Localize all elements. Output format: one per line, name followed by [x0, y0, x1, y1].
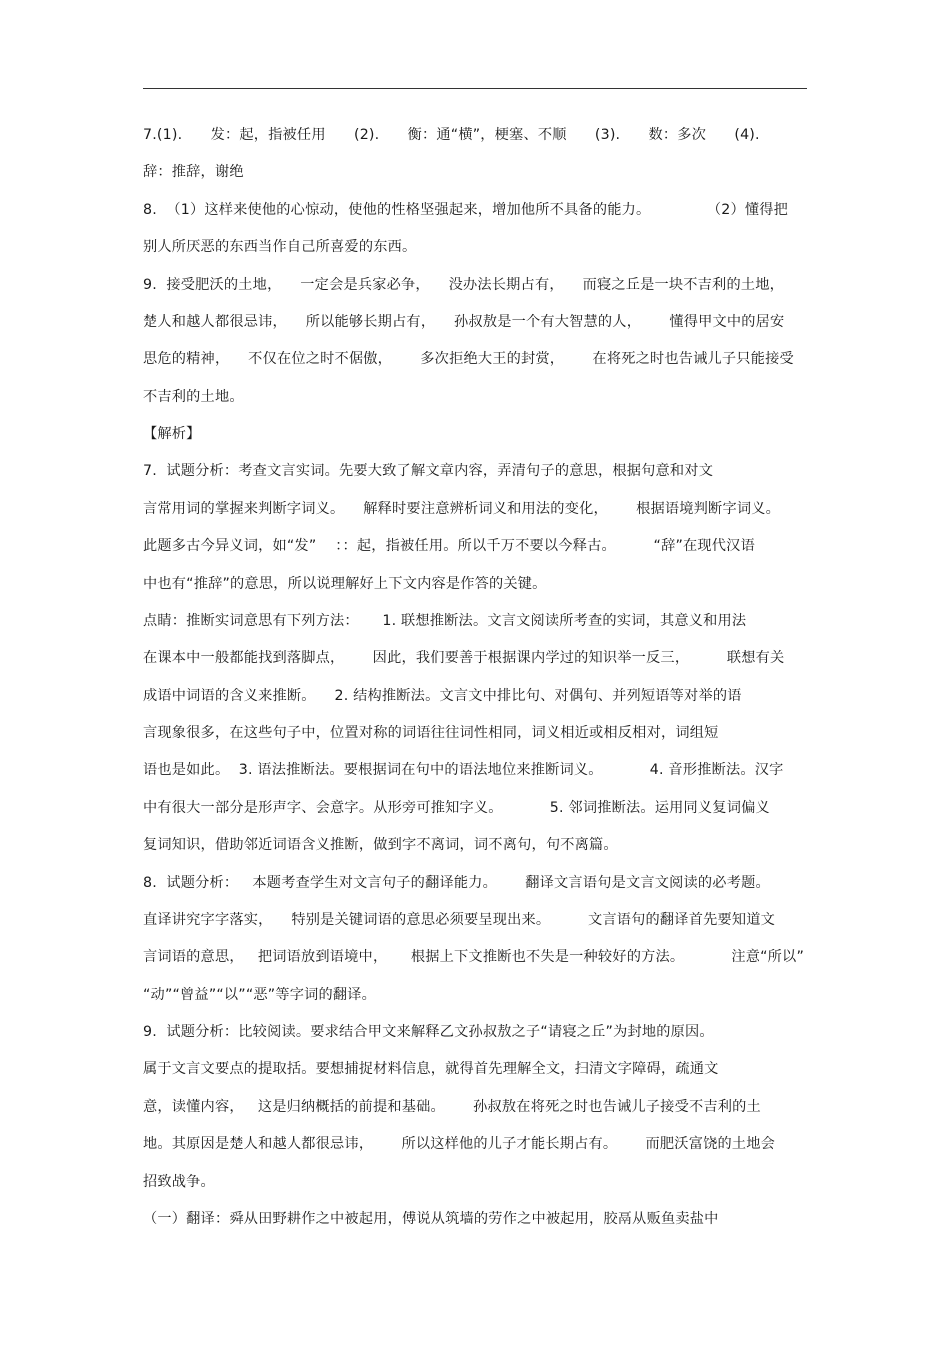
text-line: 地。其原因是楚人和越人都很忌讳， 所以这样他的儿子才能长期占有。 而肥沃富饶的土地会: [143, 1136, 776, 1152]
text-line: 中有很大一部分是形声字、会意字。从形旁可推知字义。 5. 邻词推断法。运用同义复词偏义: [143, 800, 770, 816]
text-line: 此题多古今异义词，如“发” ：：起，指被任用。所以千万不要以今释古。 “辞”在现代汉语: [143, 538, 755, 554]
text-line: 中也有“推辞”的意思，所以说理解好上下文内容是作答的关键。: [143, 576, 547, 592]
text-line: 语也是如此。 3. 语法推断法。要根据词在句中的语法地位来推断词义。 4. 音形推断法。汉字: [143, 762, 784, 778]
section-heading: 【解析】: [143, 426, 201, 442]
text-line: 言词语的意思， 把词语放到语境中， 根据上下文推断也不失是一种较好的方法。 注意“所以”: [143, 949, 804, 965]
text-line: 言现象很多，在这些句子中，位置对称的词语往往词性相同，词义相近或相反相对，词组短: [143, 725, 719, 741]
text-line: “动”“曾益”“以”“恶”等字词的翻译。: [143, 987, 377, 1003]
text-line: 思危的精神， 不仅在位之时不倨傲， 多次拒绝大王的封赏， 在将死之时也告诫儿子只能接受: [143, 351, 794, 367]
text-line: 不吉利的土地。: [143, 389, 244, 405]
text-line: 言常用词的掌握来判断字词义。 解释时要注意辨析词义和用法的变化， 根据语境判断字词义。: [143, 501, 780, 517]
text-line: 7.(1). 发：起，指被任用 (2). 衡：通“横”，梗塞、不顺 (3). 数：多次 (4).: [143, 127, 760, 143]
header-rule: [143, 88, 807, 89]
text-line: 7. 试题分析：考查文言实词。先要大致了解文章内容，弄清句子的意思，根据句意和对文: [143, 463, 714, 479]
text-line: 招致战争。: [143, 1174, 215, 1190]
text-line: 在课本中一般都能找到落脚点， 因此，我们要善于根据课内学过的知识举一反三， 联想有关: [143, 650, 785, 666]
text-line: 属于文言文要点的提取括。要想捕捉材料信息，就得首先理解全文，扫清文字障碍，疏通文: [143, 1061, 719, 1077]
text-line: 别人所厌恶的东西当作自己所喜爱的东西。: [143, 239, 417, 255]
text-line: （一）翻译：舜从田野耕作之中被起用，傅说从筑墙的劳作之中被起用，胶鬲从贩鱼卖盐中: [143, 1211, 719, 1227]
text-line: 点睛：推断实词意思有下列方法： 1. 联想推断法。文言文阅读所考查的实词，其意义和用法: [143, 613, 747, 629]
text-line: 意，读懂内容， 这是归纳概括的前提和基础。 孙叔敖在将死之时也告诫儿子接受不吉利的土: [143, 1099, 761, 1115]
text-line: 楚人和越人都很忌讳， 所以能够长期占有， 孙叔敖是一个有大智慧的人， 懂得甲文中的居安: [143, 314, 785, 330]
text-line: 直译讲究字字落实， 特别是关键词语的意思必须要呈现出来。 文言语句的翻译首先要知道文: [143, 912, 776, 928]
text-line: 8. 试题分析： 本题考查学生对文言句子的翻译能力。 翻译文言语句是文言文阅读的必考题。: [143, 875, 770, 891]
text-line: 8. （1）这样来使他的心惊动，使他的性格坚强起来，增加他所不具备的能力。 （2）懂得把: [143, 202, 789, 218]
text-line: 9. 试题分析：比较阅读。要求结合甲文来解释乙文孙叔敖之子“请寝之丘”为封地的原因。: [143, 1024, 714, 1040]
text-line: 成语中词语的含义来推断。 2. 结构推断法。文言文中排比句、对偶句、并列短语等对举的语: [143, 688, 742, 704]
text-line: 复词知识，借助邻近词语含义推断，做到字不离词，词不离句，句不离篇。: [143, 837, 618, 853]
text-line: 辞：推辞，谢绝: [143, 164, 244, 180]
text-line: 9. 接受肥沃的土地， 一定会是兵家必争， 没办法长期占有， 而寝之丘是一块不吉利的土地，: [143, 277, 784, 293]
